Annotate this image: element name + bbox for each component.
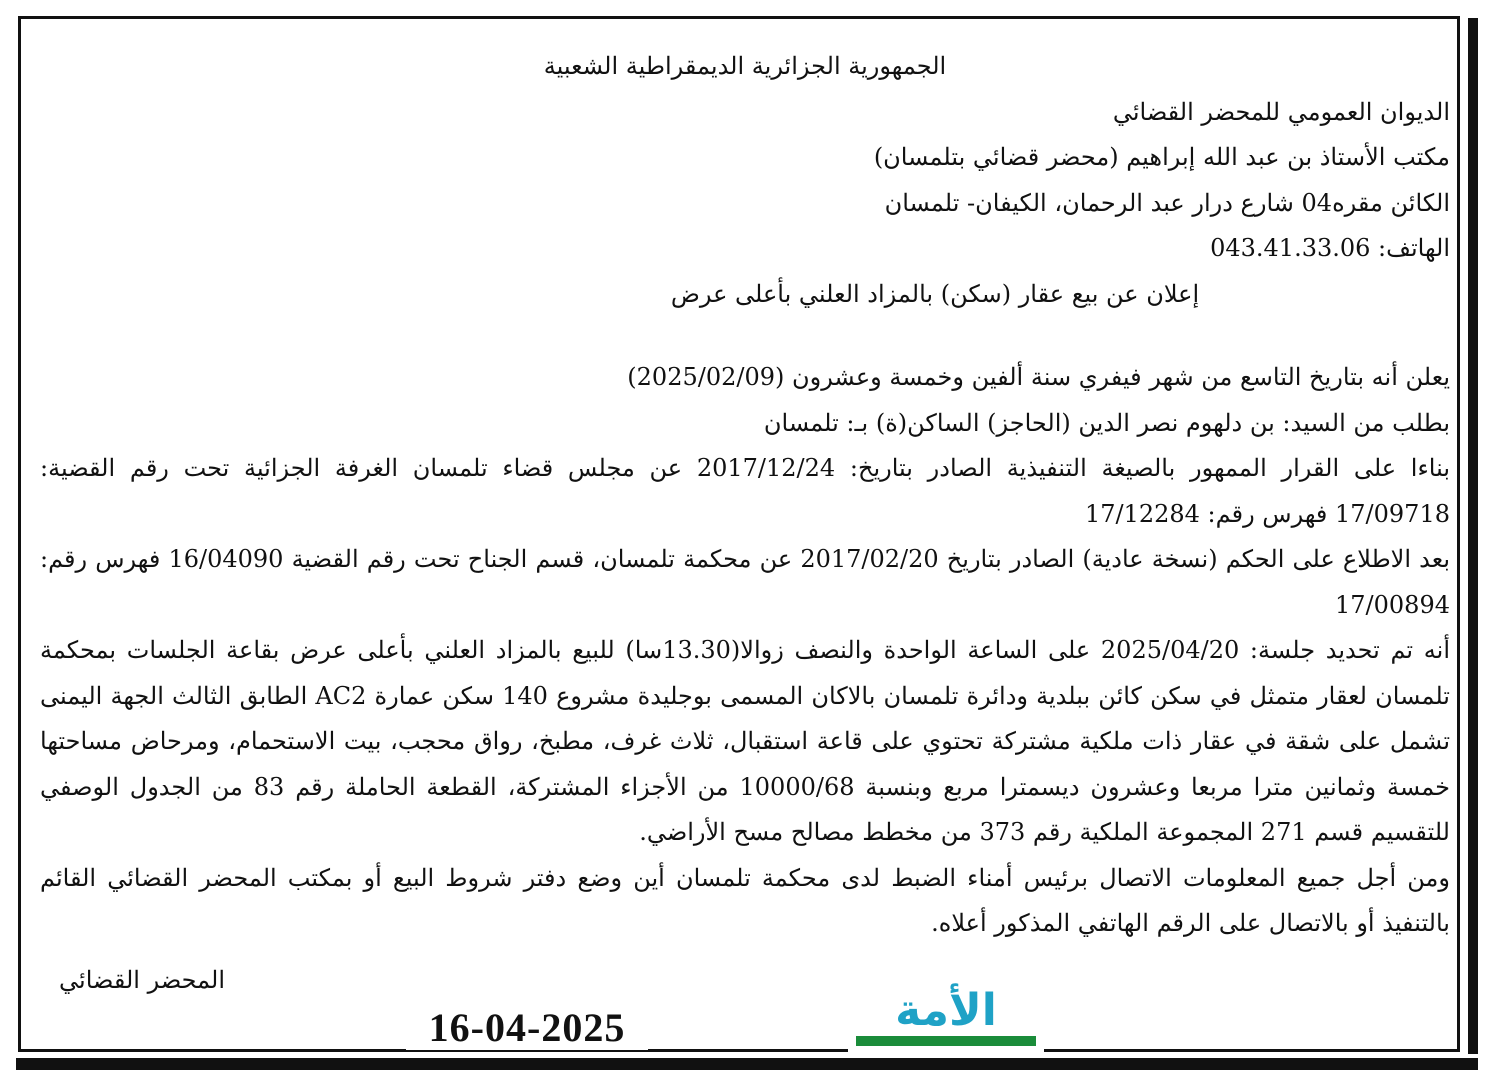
paragraph-contact: ومن أجل جميع المعلومات الاتصال برئيس أمناء الضبط لدى محكمة تلمسان أين وضع دفتر شروط البيع أو بمكتب المحضر القضائي القائم بالتنفيذ أو بالاتصال على الرقم الهاتفي المذكور أعلاه. <box>40 863 1451 937</box>
side-rule <box>1468 18 1478 1054</box>
office-address: الكائن مقره04 شارع درار عبد الرحمان، الكيفان- تلمسان <box>884 188 1450 217</box>
paragraph-judgment: بعد الاطلاع على الحكم (نسخة عادية) الصادر بتاريخ 2017/02/20 عن محكمة تلمسان، قسم الجناح تحت رقم القضية 16/04090 فهرس رقم: 17/00894 <box>40 545 1451 619</box>
paragraph-sale-details: أنه تم تحديد جلسة: 2025/04/20 على الساعة الواحدة والنصف زوالا(13.30سا) للبيع بالمزاد العلني بأعلى عرض بقاعة الجلسات بمحكمة تلمسان لعقار متمثل في سكن كائن ببلدية ودائرة تلمسان بالاكان المسمى بوجليدة مشروع 140 سكن عمارة AC2 الطابق الثالث الجهة اليمنى تشمل على شقة في عقار ذات ملكية مشتركة تحتوي على قاعة استقبال، ثلاث غرف، مطبخ، رواق محجب، بيت الاستحمام، ومرحاض مساحتها خمسة وثمانين مترا مربعا وعشرون ديسمترا مربع وبنسبة 10000/68 من الأجزاء المشتركة، القطعة الحاملة رقم 83 من الجدول الوصفي للتقسيم قسم 271 المجموعة الملكية رقم 373 من مخطط مصالح مسح الأراضي. <box>40 636 1451 846</box>
spacer <box>40 317 1450 355</box>
office-name: الديوان العمومي للمحضر القضائي <box>1112 97 1450 126</box>
paragraph-requester: بطلب من السيد: بن دلهوم نصر الدين (الحاجز) الساكن(ة) بـ: تلمسان <box>763 408 1450 437</box>
paragraph-date: يعلن أنه بتاريخ التاسع من شهر فيفري سنة ألفين وخمسة وعشرون (2025/02/09) <box>627 363 1450 391</box>
bottom-rule <box>16 1058 1478 1070</box>
republic-heading: الجمهورية الجزائرية الديمقراطية الشعبية <box>543 52 947 80</box>
office-phone: الهاتف: 043.41.33.06 <box>1210 234 1450 262</box>
signature-label: المحضر القضائي <box>59 966 225 994</box>
paragraph-decision: بناءا على القرار الممهور بالصيغة التنفيذية الصادر بتاريخ: 2017/12/24 عن مجلس قضاء تلمسان الغرفة الجزائية تحت رقم القضية: 17/09718 فهرس رقم: 17/12284 <box>40 454 1450 528</box>
bailiff-name: مكتب الأستاذ بن عبد الله إبراهيم (محضر قضائي بتلمسان) <box>873 143 1450 171</box>
logo-wordmark: الأمة <box>895 985 997 1036</box>
publication-date: 16-04-2025 <box>406 1004 648 1050</box>
announcement-title: إعلان عن بيع عقار (سكن) بالمزاد العلني بأعلى عرض <box>670 279 1200 308</box>
announcement-body <box>40 44 1450 947</box>
logo-bar <box>856 1036 1036 1046</box>
newspaper-logo <box>848 982 1044 1052</box>
